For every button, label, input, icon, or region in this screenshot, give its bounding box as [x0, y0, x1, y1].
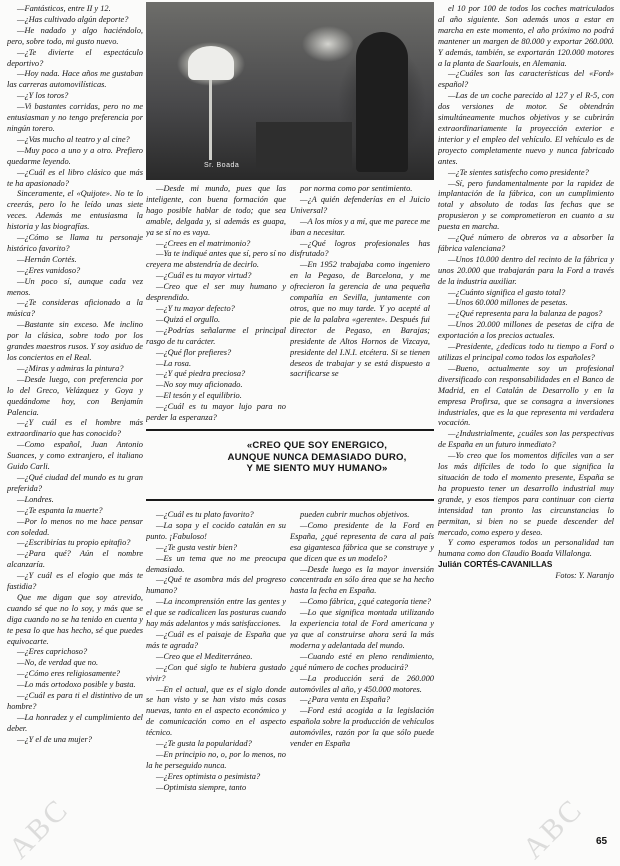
paragraph: —La producción será de 260.000 automóviles al año, y 450.000 motores.: [290, 673, 434, 694]
paragraph: —¿Te divierte el espectáculo deportivo?: [7, 47, 143, 68]
paragraph: —Lo más ortodoxo posible y basta.: [17, 680, 136, 690]
paragraph: —Yo creo que los momentos difíciles van a ser los más difíciles de todo lo que significa la situación de todo el momento presente, España se ha propuesto tener un desarrollo industrial muy grande, y esos tiempos para continuar con cierta intensidad tan pronto las circunstancias lo permitan, si bien no se puede descender del mercado, como espero y deseo.: [438, 451, 614, 537]
paragraph: —¿Para venta en España?: [300, 695, 391, 705]
headline-rule-top: [146, 429, 434, 431]
paragraph: —¿Y cuál es el hombre más extraordinario que has conocido?: [7, 418, 143, 439]
paragraph: —¿Eres optimista o pesimista?: [156, 771, 261, 781]
page-number: 65: [596, 836, 608, 847]
paragraph: —La incomprensión entre las gentes y el que se radicalicen las posturas cuando hay más adelantos y más satisfacciones.: [146, 597, 286, 629]
paragraph: el 10 por 100 de todos los coches matriculados al año siguiente. Son además unos a estar en marcha en este momento, el año próximo no podrá mantener un margen de 80.000 y exportar 260.000. Y además, también, se exportarán 120.000 motores a la planta de Saarlouis, en Alemania.: [438, 4, 614, 68]
paragraph: —Creo que el Mediterráneo.: [156, 651, 253, 661]
paragraph: pueden cubrir muchos objetivos.: [300, 510, 410, 519]
pull-quote-headline: [214, 440, 420, 475]
paragraph: —A los míos y a mí, que me parece me iban a necesitar.: [290, 216, 430, 237]
desk-shape: [256, 122, 352, 168]
lamp-stand-shape: [209, 80, 212, 160]
text-column-6: [290, 510, 434, 855]
paragraph: —¿Te espanta la muerte?: [17, 505, 103, 515]
paragraph: —Las de un coche parecido al 127 y el R-5, con dos versiones de motor. Se obtendrán simultáneamente muchos objetivos y se cubrirán extraordinariamente la proyección exterior e interior y el empleo del vehículo. El vehículo es de proyecto completamente nuevo y nunca fabricado antes.: [438, 91, 614, 166]
paragraph: —¿Cómo eres religiosamente?: [17, 669, 121, 679]
paragraph: —Unos 60.000 millones de pesetas.: [448, 298, 568, 308]
paragraph: —¿Industrialmente, ¿cuáles son las perspectivas de España en un futuro inmediato?: [438, 429, 614, 450]
paragraph: —Como fábrica, ¿qué categoría tiene?: [300, 597, 431, 607]
paragraph: —La sopa y el cocido catalán en su punto. ¡Fabuloso!: [146, 520, 286, 541]
paragraph: —Desde mi mundo, pues que las inteligente, con buena formación que hago posible hablar de todo; que sea amable, delgada y, si además es guapa, ya se sí no es vaya.: [146, 184, 286, 237]
paragraph: —Bueno, actualmente soy un profesional diversificado con responsabilidades en el Banco de Madrid, en el Catalán de Desarrollo y en la empresa Profirsa, que se consagra a inversiones industriales, que es la que representa mi verdadera vocación.: [438, 363, 614, 428]
paragraph: —Unos 20.000 millones de pesetas de cifra de exportación a los precios actuales.: [438, 320, 614, 341]
paragraph: —La honradez y el cumplimiento del deber.: [7, 712, 143, 733]
paragraph: —Optimista siempre, tanto: [156, 782, 247, 792]
paragraph: —¿Cuál es para ti el distintivo de un hombre?: [7, 691, 143, 711]
paragraph: —¿Vas mucho al teatro y al cine?: [17, 134, 130, 144]
text-column-1: [7, 4, 143, 854]
paragraph: —¿Crees en el matrimonio?: [156, 238, 251, 248]
paragraph: —¿Y el de una mujer?: [17, 734, 92, 744]
paragraph: —Cuando esté en pleno rendimiento, ¿qué número de coches producirá?: [290, 651, 434, 672]
paragraph: —Ya te indiqué antes que sí, pero sí no creyera me abstendría de decirlo.: [146, 249, 286, 270]
headline-line-1: «CREO QUE SOY ENERGICO,: [246, 440, 388, 451]
paragraph: por norma como por sentimiento.: [300, 184, 413, 193]
paragraph: —Lo que significa montada utilizando la experiencia total de Ford americana y ya que al construirse ahora será la más moderna y adelantada del mundo.: [290, 608, 434, 650]
headline-line-3: Y ME SIENTO MUY HUMANO»: [246, 463, 388, 475]
paragraph: —¿Qué flor prefieres?: [156, 347, 232, 357]
paragraph: Y como esperamos todos un personalidad tan humana como don Claudio Boada Villalonga.: [438, 538, 614, 559]
photo-caption: Sr. Boada: [204, 162, 240, 169]
paragraph: —¿Y cuál es el elogio que más te fastidia?: [7, 571, 143, 592]
paragraph: —¿Te gusta la popularidad?: [156, 739, 252, 749]
paragraph: —Fantásticos, entre II y 12.: [17, 4, 111, 13]
paragraph: —¿Cuál es tu plato favorito?: [156, 510, 254, 519]
paragraph: —¿Cuál es tu mayor virtud?: [156, 271, 252, 281]
paragraph: —He nadado y algo haciéndolo, pero, sobre todo, mi gusto nuevo.: [7, 25, 143, 46]
text-column-4: [438, 4, 614, 854]
paragraph: —¿Te sientes satisfecho como presidente?: [448, 167, 589, 177]
watermark-left: ABC: [2, 791, 76, 866]
paragraph: —Bastante sin exceso. Me inclino por la clásica, sobre todo por los grandes maestros rusos. Y soy asiduo de los conciertos en el Real.: [7, 320, 143, 362]
paragraph: —¿Cuál es tu mayor lujo para no perder la esperanza?: [146, 402, 286, 423]
paragraph: —¿Y los toros?: [17, 91, 69, 101]
headline-rule-bottom: [146, 499, 434, 501]
text-column-2: [146, 184, 286, 428]
paragraph: —Creo que el ser muy humano y desprendido.: [146, 282, 286, 303]
paragraph: —¿Eres caprichoso?: [17, 647, 88, 657]
photo-office-interior: [146, 2, 434, 180]
photo-credit: Fotos: Y. Naranjo: [555, 571, 614, 581]
paragraph: —¿Miras y admiras la pintura?: [17, 363, 124, 373]
paragraph: —¿Eres vanidoso?: [17, 265, 81, 275]
paragraph: —Como español, Juan Antonio Suances, y como extranjero, el italiano Guido Carli.: [7, 440, 143, 472]
paragraph: —Desde luego, con preferencia por lo del Greco, Velázquez y Goya y quedándome hoy, con Benjamín Palencia.: [7, 374, 143, 417]
paragraph: —¿Qué ciudad del mundo es tu gran preferida?: [7, 472, 143, 493]
paragraph: —La rosa.: [156, 358, 192, 368]
paragraph: —Ford está acogida a la legislación española sobre la producción de vehículos automóviles, razón por la que sólo puede vender en España: [290, 706, 434, 749]
paragraph: —Presidente, ¿dedicas todo tu tiempo a Ford o utilizas el principal como todos los españoles?: [438, 342, 614, 362]
paragraph: —No, de verdad que no.: [17, 658, 99, 668]
paragraph: —Un poco sí, aunque cada vez menos.: [7, 276, 143, 297]
person-figure: [356, 32, 408, 172]
paragraph: —¿Para qué? Aún el nombre alcanzaría.: [7, 549, 143, 570]
watermark-right: ABC: [516, 791, 590, 866]
paragraph: —¿Escribirías tu propio epitafio?: [17, 538, 131, 548]
paragraph: —Vi bastantes corridas, pero no me entusiasman y no tengo preferencia por ningún torero.: [7, 102, 143, 133]
paragraph: —Unos 10.000 dentro del recinto de la fábrica y unos 20.000 que trabajarán para la Ford a través de la industria auxiliar.: [438, 254, 614, 286]
paragraph: —No soy muy aficionado.: [156, 380, 243, 390]
paragraph: —Por lo menos no me hace pensar con soledad.: [7, 516, 143, 537]
paragraph: —En el actual, que es el siglo donde se han visto y se han visto más cosas nuevas, tanto en el aspecto económico y de comunicación como en el aspecto técnico.: [146, 684, 286, 738]
paragraph: —Desde luego es la mayor inversión concentrada en sólo área que se ha hecho hasta la fecha en España.: [290, 564, 434, 596]
headline-line-2: AUNQUE NUNCA DEMASIADO DURO,: [227, 451, 407, 463]
paragraph: —¿Te gusta vestir bien?: [156, 542, 237, 552]
paragraph: —En principio no, o, por lo menos, no la he perseguido nunca.: [146, 749, 286, 770]
paragraph: —¿Cuál es el paisaje de España que más te agrada?: [146, 629, 286, 650]
paragraph: —¿Has cultivado algún deporte?: [17, 14, 129, 24]
paragraph: —¿Cuál es el libro clásico que más te ha apasionado?: [7, 167, 143, 188]
paragraph: —Como presidente de la Ford en España, ¿qué representa de cara al país esa gigantesca fábrica que se construye y que dicen que es un modelo?: [290, 520, 434, 563]
paragraph: —Hernán Cortés.: [17, 254, 77, 264]
paragraph: —¿Cuáles son las características del «Ford» español?: [438, 69, 614, 90]
paragraph: —Sí, pero fundamentalmente por la rapidez de implantación de la fábrica, con un cumplimiento total y absoluto de todas las fechas que se propusieron y se comprometieron en cuanto a su puesta en marcha.: [438, 178, 614, 232]
paragraph: —¿Cuánto significa el gasto total?: [448, 287, 566, 297]
paragraph: —Muy poco a uno y a otro. Prefiero quedarme leyendo.: [7, 145, 143, 166]
paragraph: —¿Y qué piedra preciosa?: [156, 369, 246, 379]
paragraph: —En 1952 trabajaba como ingeniero en la Pegaso, de Barcelona, y me ofrecieron la gerencia de una pequeña compañía en Sevilla, juntamente con otros, que no muy tarde. Y yo acepté al pie de la palabra «gerente». Después fui director de Pegaso, en Barajas; presidente de Altos Hornos de Vizcaya, presidente del I.N.I. etcétera. Si se tienen deseos de trabajar y se está dispuesto a sacrificarse se: [290, 260, 430, 379]
paragraph: —Quizá el orgullo.: [156, 314, 221, 324]
paragraph: —¿Qué representa para la balanza de pagos?: [448, 309, 603, 319]
paragraph: —Londres.: [17, 494, 54, 504]
paragraph: —¿Con qué siglo te hubiera gustado vivir?: [146, 662, 286, 683]
paragraph: —¿Podrías señalarme el principal rasgo de tu carácter.: [146, 325, 286, 346]
paragraph: —Hoy nada. Hace años me gustaban las carreras automovilísticas.: [7, 69, 143, 90]
paragraph: —¿Cómo se llama tu personaje histórico favorito?: [7, 233, 143, 253]
paragraph: —Es un tema que no me preocupa demasiado.: [146, 553, 286, 574]
paragraph: Que me digan que soy atrevido, cuando sé que no lo soy, y más que se diga cuando no se ha tenido en cuenta y te pesa lo que has hecho, sé que puedes equivocarte.: [7, 592, 143, 646]
author-byline: Julián CORTÉS-CAVANILLAS: [438, 560, 553, 570]
lamp-shape: [188, 46, 234, 80]
paragraph: —¿Te consideras aficionado a la música?: [7, 298, 143, 319]
paragraph: —¿Y tu mayor defecto?: [156, 303, 235, 313]
paragraph: —¿Qué logros profesionales has disfrutado?: [290, 238, 430, 259]
paragraph: —¿Qué te asombra más del progreso humano?: [146, 575, 286, 596]
text-column-3: [290, 184, 430, 428]
paragraph: Sinceramente, el «Quijote». No te lo creerás, pero lo he leído unas siete veces. Además me entusiasma la historia y las biografías.: [7, 189, 143, 232]
paragraph: —¿A quién defenderías en el Juicio Universal?: [290, 194, 430, 215]
paragraph: —El tesón y el equilibrio.: [156, 391, 242, 401]
text-column-5: [146, 510, 286, 855]
paragraph: —¿Qué número de obreros va a absorber la fábrica valenciana?: [438, 233, 614, 253]
